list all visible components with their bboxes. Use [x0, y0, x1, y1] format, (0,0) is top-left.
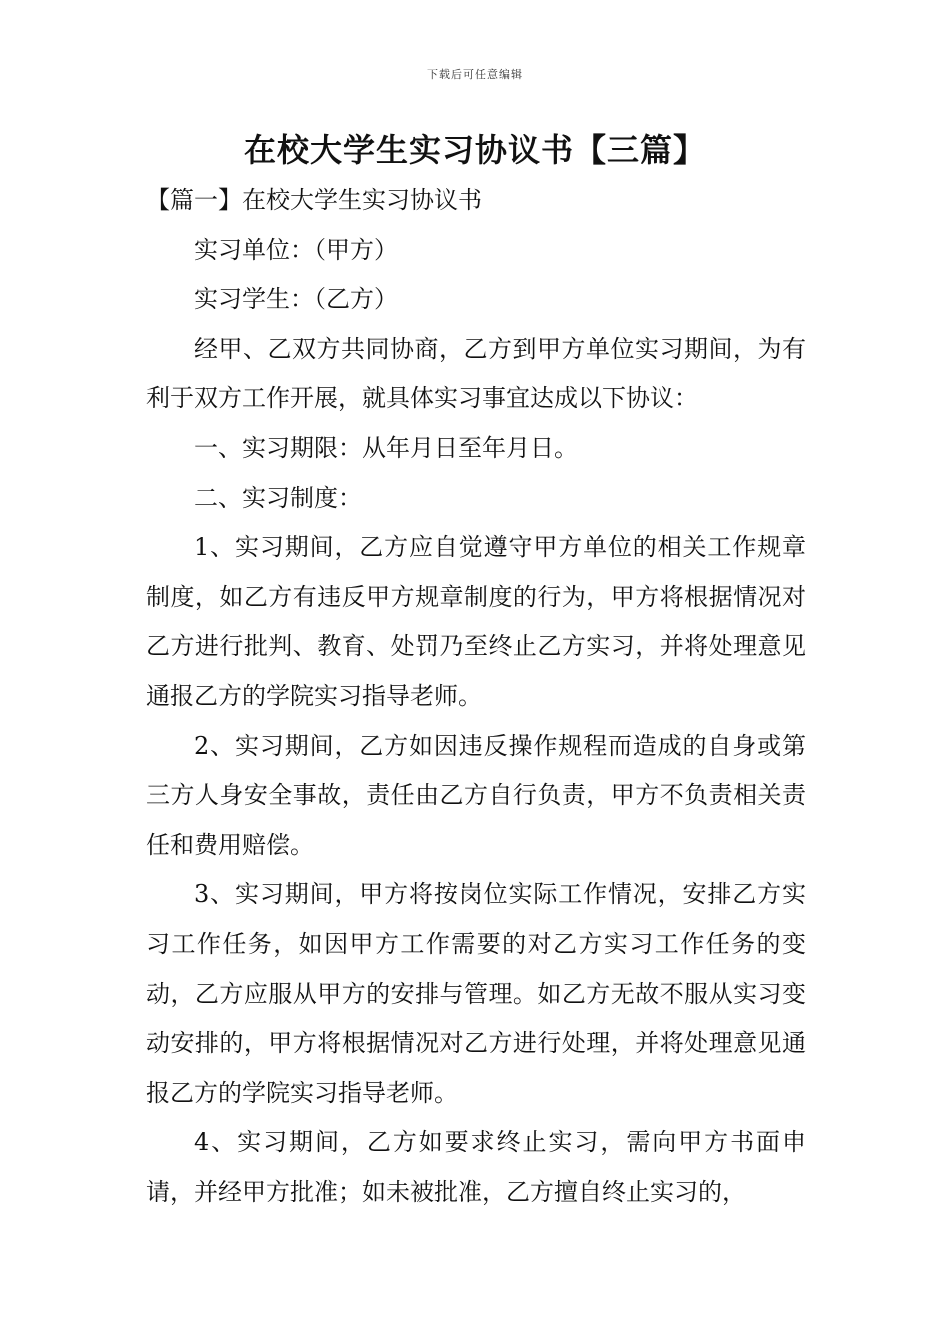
document-body [146, 176, 806, 1217]
paragraph-rules-heading: 二、实习制度： [194, 483, 362, 512]
paragraph-clause-4: 4、实习期间，乙方如要求终止实习，需向甲方书面申请，并经甲方批准；如未被批准，乙方擅自终止实习的， [146, 1128, 806, 1206]
paragraph-clause-1: 1、实习期间，乙方应自觉遵守甲方单位的相关工作规章制度，如乙方有违反甲方规章制度的行为，甲方将根据情况对乙方进行批判、教育、处罚乃至终止乙方实习，并将处理意见通报乙方的学院实习指导老师。 [146, 533, 806, 710]
paragraph-clause-2: 2、实习期间，乙方如因违反操作规程而造成的自身或第三方人身安全事故，责任由乙方自行负责，甲方不负责相关责任和费用赔偿。 [146, 731, 806, 859]
section-heading: 【篇一】在校大学生实习协议书 [146, 186, 482, 214]
document-title: 在校大学生实习协议书【三篇】 [243, 131, 706, 169]
paragraph-term: 一、实习期限：从年月日至年月日。 [194, 433, 578, 462]
paragraph-clause-3: 3、实习期间，甲方将按岗位实际工作情况，安排乙方实习工作任务，如因甲方工作需要的对乙方实习工作任务的变动，乙方应服从甲方的安排与管理。如乙方无故不服从实习变动安排的，甲方将根据情况对乙方进行处理，并将处理意见通报乙方的学院实习指导老师。 [146, 880, 806, 1107]
paragraph-party-b: 实习学生：（乙方） [194, 285, 398, 314]
paragraph-preamble: 经甲、乙双方共同协商，乙方到甲方单位实习期间，为有利于双方工作开展，就具体实习事宜达成以下协议： [146, 334, 806, 413]
paragraph-party-a: 实习单位：（甲方） [194, 235, 398, 264]
header-note: 下载后可任意编辑 [427, 68, 523, 81]
